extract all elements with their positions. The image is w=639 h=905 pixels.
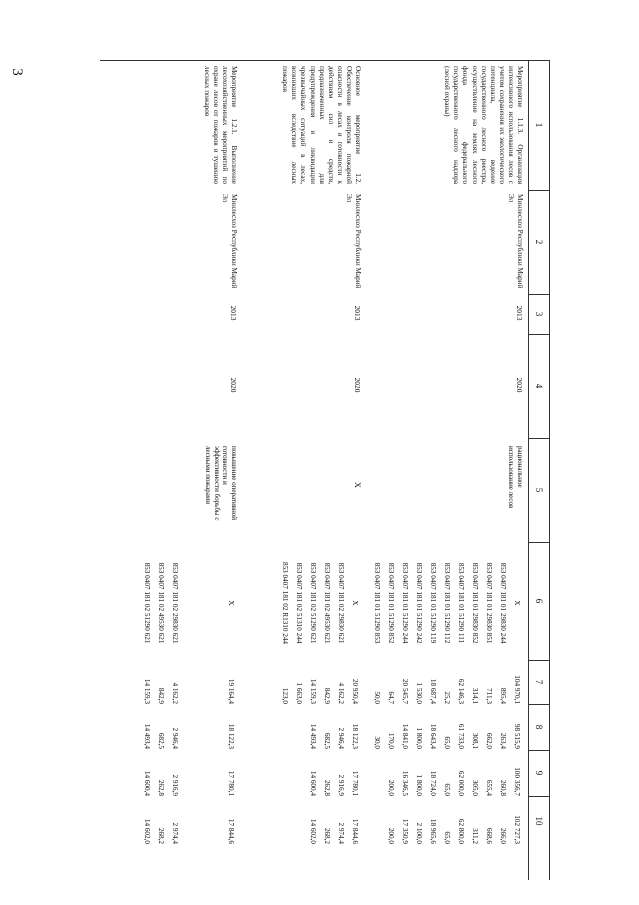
value-cell [182, 705, 196, 749]
col-header-1: 1 [534, 122, 544, 128]
executor: Минлесхоз Республики Марий Эл [507, 194, 524, 289]
budget-code: 853 0407 181 01 29830 244 [499, 562, 507, 644]
value-cell: 14 600,4 [143, 770, 151, 796]
budget-code: 853 0407 181 01 51290 853 [373, 562, 381, 644]
value-cell: 14 600,4 [309, 770, 317, 796]
value-cell: 17 844,6 [227, 818, 235, 844]
value-cell: 17 844,6 [351, 818, 359, 844]
table-left-border [100, 60, 550, 61]
value-cell: 895,4 [499, 687, 507, 704]
value-cell: 200,0 [387, 779, 395, 796]
value-cell: 200,0 [387, 827, 395, 844]
value-cell [210, 705, 224, 749]
value-cell [278, 750, 292, 796]
value-cell: 2 974,4 [337, 822, 345, 844]
value-cell: 266,0 [499, 827, 507, 844]
value-cell: 18 643,4 [429, 723, 437, 749]
value-cell: 14 159,3 [309, 678, 317, 704]
value-cell: 18 122,3 [351, 723, 359, 749]
budget-code: 853 0407 181 01 51290 242 [415, 562, 423, 644]
budget-code: 853 0407 181 02 49530 621 [323, 562, 331, 644]
value-cell: 1 800,0 [415, 774, 423, 796]
value-cell: 14 602,0 [143, 818, 151, 844]
value-cell [196, 705, 210, 749]
value-cell [210, 660, 224, 704]
budget-code: 853 0407 181 02 R1310 244 [281, 561, 289, 645]
value-cell: 64,7 [387, 691, 395, 704]
budget-code [182, 546, 196, 660]
value-cell: 102 727,3 [513, 815, 521, 844]
col-header-3: 3 [534, 311, 544, 317]
values-col-9 [370, 750, 524, 796]
budget-code: 853 0407 181 02 49530 621 [157, 562, 165, 644]
value-cell: 18 687,4 [429, 678, 437, 704]
budget-table [100, 60, 550, 880]
budget-code-list [370, 546, 524, 660]
value-cell [210, 798, 224, 844]
value-cell: 1 800,0 [415, 727, 423, 749]
value-cell: 14 493,4 [309, 723, 317, 749]
value-cell: 842,9 [157, 687, 165, 704]
value-cell: 20 950,4 [351, 678, 359, 704]
value-cell: 18 122,3 [227, 723, 235, 749]
value-cell [292, 705, 306, 749]
value-cell: 842,9 [323, 687, 331, 704]
value-cell: 14 493,4 [143, 723, 151, 749]
budget-code-list [140, 546, 238, 660]
col-header-5: 5 [534, 487, 544, 493]
values-col-9 [140, 750, 238, 796]
values-col-8 [140, 705, 238, 749]
values-col-10 [140, 798, 238, 844]
values-col-9 [278, 750, 362, 796]
value-cell: 18 724,0 [429, 770, 437, 796]
col-header-7: 7 [534, 679, 544, 685]
value-cell: 268,2 [323, 827, 331, 844]
value-cell: 305,0 [471, 779, 479, 796]
measure-name: Мероприятие 1.1.3. Организация интенсивного использования лесов с учетом сохранения их экологического потенциала, ведение государственного лесного реестра, осуществление на землях лесного фонда федерального государственного лесного надзора (лесной охраны) [443, 66, 524, 184]
executor: Минлесхоз Республики Марий Эл [345, 194, 362, 289]
value-cell: 2 100,0 [415, 822, 423, 844]
budget-code: 853 0407 181 01 51290 111 [457, 562, 465, 644]
value-cell: 662,0 [485, 732, 493, 749]
value-cell: 268,2 [157, 827, 165, 844]
value-cell: 65,0 [443, 831, 451, 844]
measure-name: Мероприятие 1.2.1. Выполнение лесохозяйственных мероприятий по охране лесов от пожаров и тушению лесных пожаров [202, 66, 238, 184]
value-cell: 314,1 [471, 687, 479, 704]
budget-code: X [351, 600, 359, 606]
values-col-8 [278, 705, 362, 749]
value-cell: 30,0 [373, 736, 381, 749]
start-year: 2013 [229, 305, 238, 321]
value-cell: 62 000,0 [457, 770, 465, 796]
budget-code: 853 0407 181 01 51290 112 [443, 562, 451, 644]
budget-code: 853 0407 181 02 51310 244 [295, 562, 303, 644]
value-cell [292, 750, 306, 796]
value-cell [370, 798, 384, 844]
values-col-10 [370, 798, 524, 844]
value-cell: 19 164,4 [227, 678, 235, 704]
value-cell: 17 780,1 [227, 770, 235, 796]
value-cell: 50,0 [373, 691, 381, 704]
values-col-10 [278, 798, 362, 844]
value-cell [196, 798, 210, 844]
expected-result: повышение оперативной готовности и эффективности борьбы с лесными пожарами [204, 446, 238, 521]
value-cell: 62 146,3 [457, 678, 465, 704]
start-year: 2013 [353, 305, 362, 321]
value-cell: 711,3 [485, 688, 493, 704]
value-cell: 18 965,6 [429, 818, 437, 844]
value-cell: 311,2 [471, 828, 479, 844]
col-header-4: 4 [534, 383, 544, 389]
budget-code: 853 0407 181 01 51290 852 [387, 562, 395, 644]
value-cell: 4 162,2 [171, 682, 179, 704]
table-header-row [528, 60, 550, 880]
budget-code: 853 0407 181 01 51290 244 [401, 562, 409, 644]
col-header-9: 9 [534, 770, 544, 776]
page-number: 3 [9, 68, 25, 76]
executor: Минлесхоз Республики Марий Эл [221, 194, 238, 289]
value-cell: 1 530,0 [415, 682, 423, 704]
value-cell: 262,8 [157, 779, 165, 796]
end-year: 2020 [353, 377, 362, 393]
value-cell [278, 705, 292, 749]
measure-name: Основное мероприятие 1.2. Обеспечение контроля пожарной опасности в лесах и готовности к действиям сил и средств, предназначенных для предупреждения и ликвидации чрезвычайных ситуаций в лесах, возникших вследствие лесных пожаров [281, 66, 362, 184]
col-header-8: 8 [534, 724, 544, 730]
value-cell: 20 545,7 [401, 678, 409, 704]
value-cell: 25,2 [443, 691, 451, 704]
budget-code: 853 0407 181 01 51290 119 [429, 562, 437, 644]
value-cell: 65,0 [443, 736, 451, 749]
value-cell [182, 750, 196, 796]
value-cell: 104 970,1 [513, 675, 521, 704]
value-cell [210, 750, 224, 796]
value-cell: 14 841,0 [401, 723, 409, 749]
value-cell [292, 798, 306, 844]
budget-code-list [278, 546, 362, 660]
expected-result: рациональное использование лесов [507, 446, 524, 509]
value-cell: 14 602,0 [309, 818, 317, 844]
value-cell: 14 159,3 [143, 678, 151, 704]
value-cell: 682,5 [157, 732, 165, 749]
value-cell: 61 733,0 [457, 723, 465, 749]
value-cell: 262,8 [323, 779, 331, 796]
value-cell: 308,1 [471, 732, 479, 749]
budget-code: X [227, 600, 235, 606]
value-cell: 98 515,9 [513, 723, 521, 749]
value-cell: 4 162,2 [337, 682, 345, 704]
value-cell: 2 916,9 [337, 774, 345, 796]
value-cell: 2 946,4 [337, 727, 345, 749]
value-cell: 2 946,4 [171, 727, 179, 749]
col-header-6: 6 [534, 598, 544, 604]
budget-code: 853 0407 181 01 29830 851 [485, 562, 493, 644]
value-cell [182, 798, 196, 844]
value-cell [370, 750, 384, 796]
budget-code [196, 546, 210, 660]
value-cell [196, 750, 210, 796]
values-col-7 [370, 660, 524, 704]
budget-code: 853 0407 181 01 29830 852 [471, 562, 479, 644]
value-cell: 170,0 [387, 732, 395, 749]
budget-code: X [513, 600, 521, 606]
value-cell: 655,4 [485, 779, 493, 796]
value-cell: 260,8 [499, 779, 507, 796]
value-cell: 123,0 [281, 687, 289, 704]
value-cell: 16 346,5 [401, 770, 409, 796]
value-cell: 682,5 [323, 732, 331, 749]
value-cell [196, 660, 210, 704]
end-year: 2020 [229, 377, 238, 393]
start-year: 2013 [515, 305, 524, 321]
value-cell: 17 780,1 [351, 770, 359, 796]
budget-code: 853 0407 181 02 51290 621 [143, 562, 151, 644]
values-col-8 [370, 705, 524, 749]
value-cell: 65,0 [443, 783, 451, 796]
value-cell [278, 798, 292, 844]
value-cell: 17 350,9 [401, 818, 409, 844]
value-cell: 1 663,0 [295, 682, 303, 704]
value-cell: 100 356,7 [513, 767, 521, 796]
value-cell: 62 800,0 [457, 818, 465, 844]
budget-code [210, 546, 224, 660]
col-header-2: 2 [534, 239, 544, 245]
expected-result: X [353, 482, 362, 488]
values-col-7 [140, 660, 238, 704]
value-cell: 668,6 [485, 827, 493, 844]
values-col-7 [278, 660, 362, 704]
value-cell: 2 974,4 [171, 822, 179, 844]
value-cell [182, 660, 196, 704]
col-header-10: 10 [534, 816, 544, 826]
end-year: 2020 [515, 377, 524, 393]
value-cell: 263,4 [499, 732, 507, 749]
budget-code: 853 0407 181 02 51290 621 [309, 562, 317, 644]
budget-code: 853 0407 181 02 29830 621 [171, 562, 179, 644]
value-cell: 2 916,9 [171, 774, 179, 796]
budget-code: 853 0407 181 02 29830 621 [337, 562, 345, 644]
